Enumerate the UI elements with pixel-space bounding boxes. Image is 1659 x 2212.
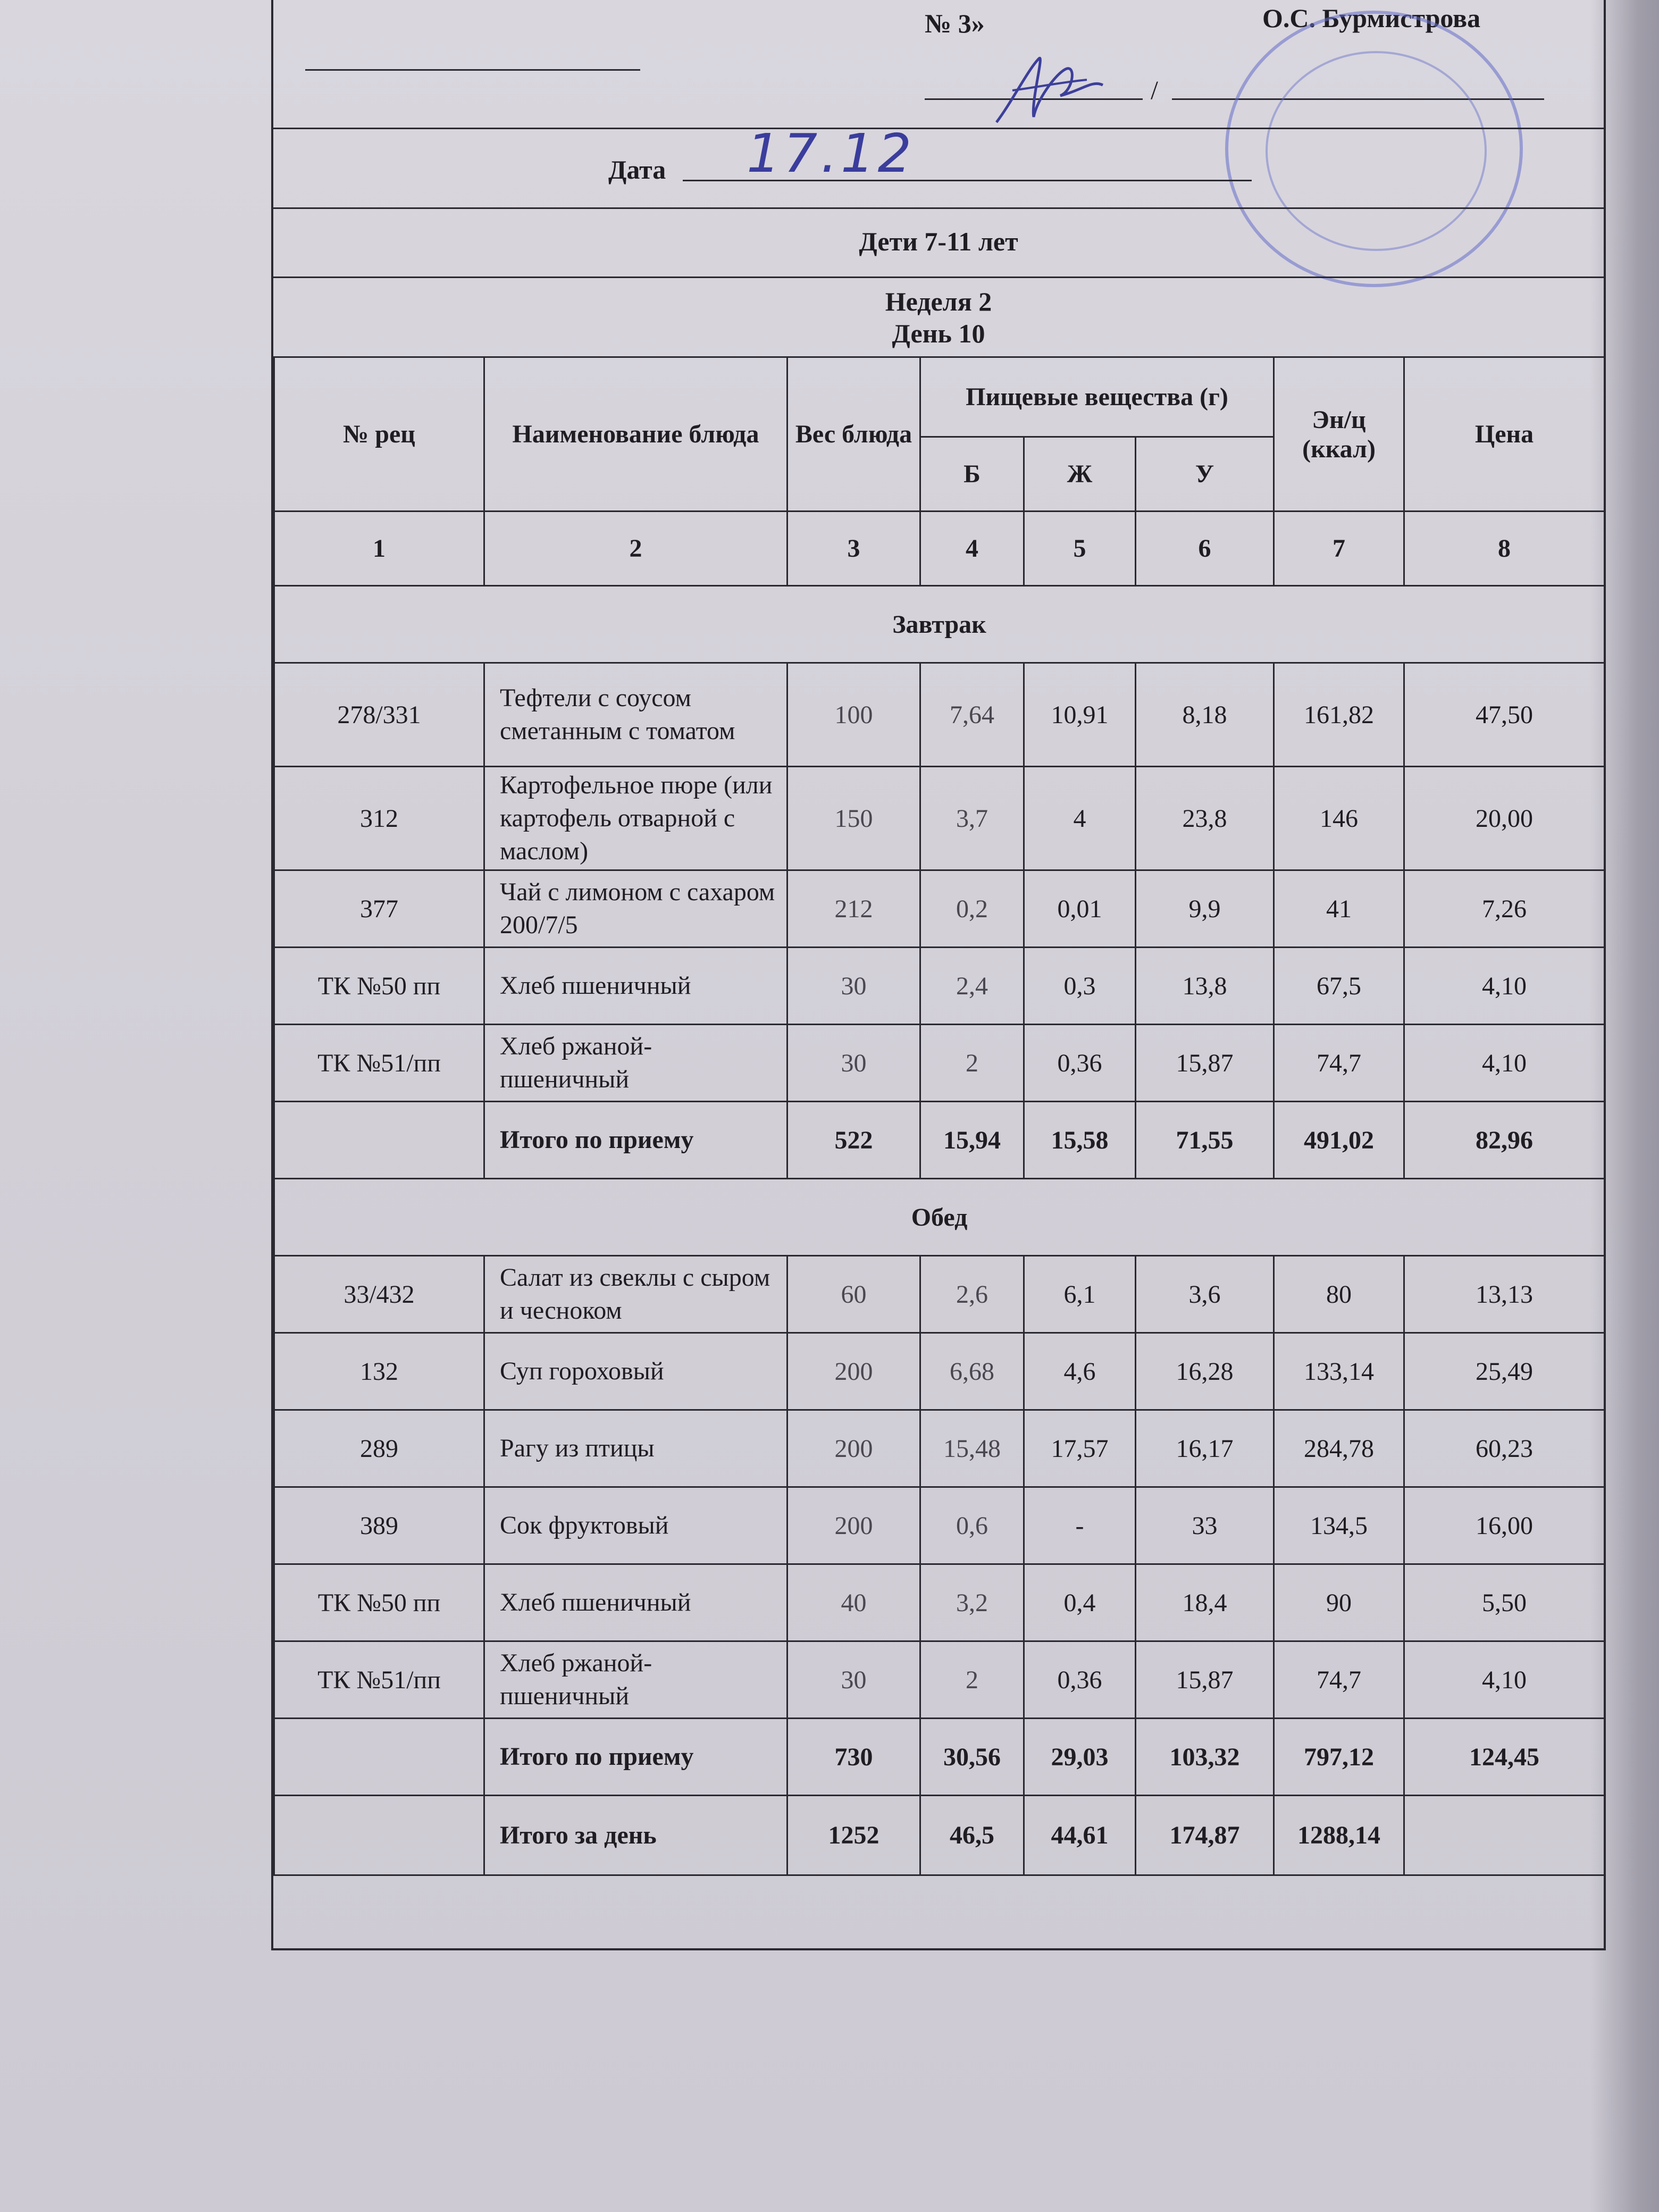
director-name: О.С. Бурмистрова	[1262, 3, 1481, 33]
fat: 0,36	[1024, 1641, 1136, 1719]
weight: 200	[787, 1410, 920, 1487]
menu-table	[273, 356, 1605, 1876]
dish-name: Салат из свеклы с сыром и чесноком	[484, 1256, 787, 1333]
energy: 491,02	[1274, 1102, 1404, 1179]
col-dish-name: Наименование блюда	[484, 357, 787, 512]
energy: 133,14	[1274, 1333, 1404, 1410]
recipe-no: 33/432	[274, 1256, 484, 1333]
dish-name: Хлеб пшеничный	[484, 948, 787, 1025]
carbs: 16,28	[1136, 1333, 1274, 1410]
table-row	[274, 1564, 1605, 1641]
date-label: Дата	[608, 155, 666, 185]
price: 20,00	[1404, 767, 1605, 870]
protein: 2	[920, 1641, 1024, 1719]
weight: 30	[787, 948, 920, 1025]
fat: 44,61	[1024, 1796, 1136, 1875]
price: 124,45	[1404, 1719, 1605, 1796]
col-nutrients: Пищевые вещества (г)	[920, 357, 1274, 437]
weight: 30	[787, 1025, 920, 1102]
table-row	[274, 1487, 1605, 1564]
carbs: 33	[1136, 1487, 1274, 1564]
recipe-no: 289	[274, 1410, 484, 1487]
energy: 146	[1274, 767, 1404, 870]
table-row	[274, 1333, 1605, 1410]
recipe-no: 389	[274, 1487, 484, 1564]
price: 7,26	[1404, 870, 1605, 948]
protein: 30,56	[920, 1719, 1024, 1796]
date-value: 17.12	[747, 122, 915, 185]
price: 25,49	[1404, 1333, 1605, 1410]
table-row	[274, 1256, 1605, 1333]
table-row	[274, 1641, 1605, 1719]
fat: 0,01	[1024, 870, 1136, 948]
price: 13,13	[1404, 1256, 1605, 1333]
fat: 6,1	[1024, 1256, 1136, 1333]
col-weight: Вес блюда	[787, 357, 920, 512]
energy: 74,7	[1274, 1025, 1404, 1102]
carbs: 9,9	[1136, 870, 1274, 948]
section-title: Завтрак	[274, 586, 1605, 663]
carbs: 103,32	[1136, 1719, 1274, 1796]
energy: 90	[1274, 1564, 1404, 1641]
recipe-no: ТК №51/пп	[274, 1025, 484, 1102]
energy: 80	[1274, 1256, 1404, 1333]
table-row	[274, 870, 1605, 948]
section-title: Обед	[274, 1179, 1605, 1256]
fat: 4,6	[1024, 1333, 1136, 1410]
divider	[273, 207, 1604, 209]
total-label: Итого по приему	[484, 1719, 787, 1796]
recipe-no: 377	[274, 870, 484, 948]
column-number: 1	[274, 512, 484, 586]
energy: 161,82	[1274, 663, 1404, 767]
recipe-no: ТК №50 пп	[274, 948, 484, 1025]
fat: -	[1024, 1487, 1136, 1564]
weight: 150	[787, 767, 920, 870]
menu-sheet	[271, 0, 1606, 1950]
carbs: 16,17	[1136, 1410, 1274, 1487]
fat: 0,36	[1024, 1025, 1136, 1102]
column-number: 5	[1024, 512, 1136, 586]
column-number: 7	[1274, 512, 1404, 586]
recipe-no: 278/331	[274, 663, 484, 767]
carbs: 71,55	[1136, 1102, 1274, 1179]
recipe-no: 312	[274, 767, 484, 870]
weight: 730	[787, 1719, 920, 1796]
price: 5,50	[1404, 1564, 1605, 1641]
protein: 2,6	[920, 1256, 1024, 1333]
table-row	[274, 767, 1605, 870]
price: 4,10	[1404, 1641, 1605, 1719]
fat: 10,91	[1024, 663, 1136, 767]
dish-name: Рагу из птицы	[484, 1410, 787, 1487]
protein: 7,64	[920, 663, 1024, 767]
col-carbs: У	[1136, 437, 1274, 512]
column-number: 4	[920, 512, 1024, 586]
section-row-lunch	[274, 1179, 1605, 1256]
section-row-breakfast	[274, 586, 1605, 663]
carbs: 15,87	[1136, 1025, 1274, 1102]
price: 4,10	[1404, 1025, 1605, 1102]
dish-name: Тефтели с соусом сметанным с томатом	[484, 663, 787, 767]
energy: 67,5	[1274, 948, 1404, 1025]
column-number: 2	[484, 512, 787, 586]
carbs: 23,8	[1136, 767, 1274, 870]
dish-name: Хлеб пшеничный	[484, 1564, 787, 1641]
carbs: 18,4	[1136, 1564, 1274, 1641]
fat: 17,57	[1024, 1410, 1136, 1487]
protein: 6,68	[920, 1333, 1024, 1410]
weight: 200	[787, 1333, 920, 1410]
protein: 3,7	[920, 767, 1024, 870]
empty-cell	[274, 1102, 484, 1179]
recipe-no: ТК №50 пп	[274, 1564, 484, 1641]
dish-name: Чай с лимоном с сахаром 200/7/5	[484, 870, 787, 948]
table-row	[274, 948, 1605, 1025]
column-number: 3	[787, 512, 920, 586]
column-numbers-row	[274, 512, 1605, 586]
weight: 522	[787, 1102, 920, 1179]
empty-cell	[274, 1796, 484, 1875]
carbs: 174,87	[1136, 1796, 1274, 1875]
approval-number: № 3»	[925, 9, 985, 38]
weight: 100	[787, 663, 920, 767]
signature-separator: /	[1151, 75, 1158, 105]
protein: 3,2	[920, 1564, 1024, 1641]
dish-name: Картофельное пюре (или картофель отварной с маслом)	[484, 767, 787, 870]
recipe-no: ТК №51/пп	[274, 1641, 484, 1719]
empty-cell	[274, 1719, 484, 1796]
weight: 200	[787, 1487, 920, 1564]
fat: 0,3	[1024, 948, 1136, 1025]
total-row-day	[274, 1796, 1605, 1875]
energy: 284,78	[1274, 1410, 1404, 1487]
energy: 1288,14	[1274, 1796, 1404, 1875]
col-energy: Эн/ц (ккал)	[1274, 357, 1404, 512]
day-total-label: Итого за день	[484, 1796, 787, 1875]
total-row-breakfast	[274, 1102, 1605, 1179]
protein: 0,2	[920, 870, 1024, 948]
weight: 1252	[787, 1796, 920, 1875]
protein: 2	[920, 1025, 1024, 1102]
col-recipe-no: № рец	[274, 357, 484, 512]
table-row	[274, 1410, 1605, 1487]
price: 82,96	[1404, 1102, 1605, 1179]
weight: 40	[787, 1564, 920, 1641]
price: 47,50	[1404, 663, 1605, 767]
protein: 15,94	[920, 1102, 1024, 1179]
col-price: Цена	[1404, 357, 1605, 512]
dish-name: Хлеб ржаной-пшеничный	[484, 1025, 787, 1102]
fat: 29,03	[1024, 1719, 1136, 1796]
divider	[273, 276, 1604, 278]
price: 4,10	[1404, 948, 1605, 1025]
divider	[273, 128, 1604, 129]
price: 16,00	[1404, 1487, 1605, 1564]
col-fat: Ж	[1024, 437, 1136, 512]
dish-name: Хлеб ржаной-пшеничный	[484, 1641, 787, 1719]
fat: 4	[1024, 767, 1136, 870]
column-number: 6	[1136, 512, 1274, 586]
table-row	[274, 663, 1605, 767]
column-number: 8	[1404, 512, 1605, 586]
dish-name: Суп гороховый	[484, 1333, 787, 1410]
header-row	[274, 357, 1605, 437]
carbs: 13,8	[1136, 948, 1274, 1025]
age-group: Дети 7-11 лет	[859, 227, 1018, 256]
protein: 0,6	[920, 1487, 1024, 1564]
carbs: 3,6	[1136, 1256, 1274, 1333]
day-label: День 10	[892, 319, 985, 348]
protein: 2,4	[920, 948, 1024, 1025]
fat: 15,58	[1024, 1102, 1136, 1179]
carbs: 8,18	[1136, 663, 1274, 767]
energy: 74,7	[1274, 1641, 1404, 1719]
round-stamp-inner	[1266, 51, 1487, 251]
table-row	[274, 1025, 1605, 1102]
total-label: Итого по приему	[484, 1102, 787, 1179]
col-protein: Б	[920, 437, 1024, 512]
dish-name: Сок фруктовый	[484, 1487, 787, 1564]
carbs: 15,87	[1136, 1641, 1274, 1719]
energy: 797,12	[1274, 1719, 1404, 1796]
recipe-no: 132	[274, 1333, 484, 1410]
weight: 60	[787, 1256, 920, 1333]
weight: 212	[787, 870, 920, 948]
energy: 41	[1274, 870, 1404, 948]
protein: 46,5	[920, 1796, 1024, 1875]
price	[1404, 1796, 1605, 1875]
energy: 134,5	[1274, 1487, 1404, 1564]
fat: 0,4	[1024, 1564, 1136, 1641]
total-row-lunch	[274, 1719, 1605, 1796]
price: 60,23	[1404, 1410, 1605, 1487]
signature-line-left	[305, 69, 640, 71]
week-label: Неделя 2	[885, 287, 992, 316]
protein: 15,48	[920, 1410, 1024, 1487]
weight: 30	[787, 1641, 920, 1719]
